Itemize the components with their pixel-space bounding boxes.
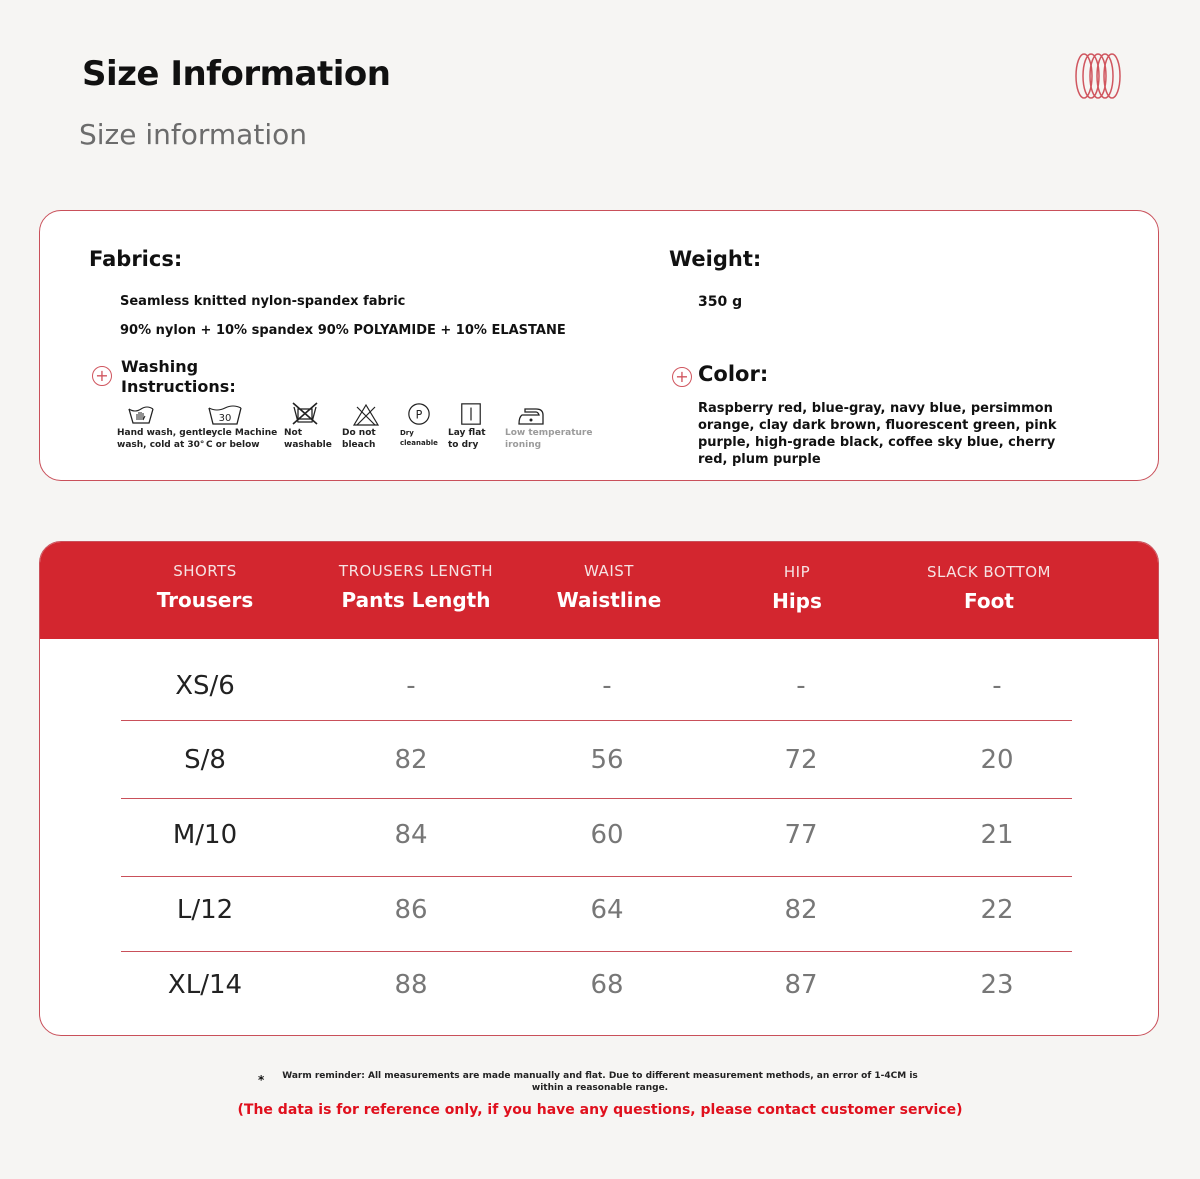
row-divider: [121, 798, 1072, 799]
page-title: Size Information: [82, 54, 391, 94]
wash-caption-machine: cycle Machine C or below: [206, 428, 278, 450]
column-head-length: TROUSERS LENGTH Pants Length: [338, 562, 494, 612]
warm-reminder: Warm reminder: All measurements are made manually and flat. Due to different measurement methods, an error of 1-4CM is within a reasonable range.: [282, 1071, 918, 1093]
plus-circle-icon: +: [92, 366, 112, 386]
svg-text:30: 30: [218, 413, 232, 424]
washing-label: [121, 357, 236, 397]
low-temp-iron-icon: [516, 403, 546, 427]
do-not-bleach-icon: [351, 403, 381, 427]
row-divider: [121, 951, 1072, 952]
ring-coil-icon: [1072, 50, 1124, 102]
reminder-star: *: [258, 1073, 265, 1087]
washing-label-line-2: Instructions:: [121, 377, 236, 396]
table-row: XL/14 88 68 87 23: [167, 970, 1014, 1000]
size-table: [39, 541, 1159, 1036]
not-washable-icon: [290, 401, 320, 425]
page-subtitle: Size information: [79, 118, 307, 151]
weight-value: 350 g: [698, 294, 743, 310]
weight-label: Weight:: [669, 247, 762, 271]
plus-circle-icon: +: [672, 367, 692, 387]
fabrics-line-1: Seamless knitted nylon-spandex fabric: [120, 294, 406, 309]
table-row: S/8 82 56 72 20: [184, 745, 1014, 775]
row-divider: [121, 720, 1072, 721]
washing-label-line-1: Washing: [121, 357, 199, 376]
table-row: L/12 86 64 82 22: [176, 895, 1014, 925]
color-list: Raspberry red, blue-gray, navy blue, persimmon orange, clay dark brown, fluorescent green, pink purple, high-grade black, coffee sky blue, cherry red, plum purple: [698, 401, 1057, 467]
fabrics-label: Fabrics:: [89, 247, 183, 271]
wash-caption-bleach: Do not bleach: [342, 428, 376, 450]
column-head-waist: WAIST Waistline: [556, 562, 662, 612]
lay-flat-dry-icon: [456, 402, 486, 426]
column-head-shorts: SHORTS Trousers: [156, 562, 254, 612]
wash-caption-lay-flat: Lay flat to dry: [448, 428, 486, 450]
column-head-hip: HIP Hips: [772, 563, 822, 613]
table-row: M/10 84 60 77 21: [172, 820, 1014, 850]
size-table-header: [40, 542, 1158, 639]
wash-caption-hand: Hand wash, gentle wash, cold at 30°: [117, 428, 212, 450]
hand-wash-icon: [126, 403, 156, 427]
product-info-card: [39, 210, 1159, 481]
table-row: XS/6 - - - -: [175, 671, 1002, 701]
color-label: Color:: [698, 362, 769, 386]
machine-wash-30-icon: [206, 403, 244, 427]
dry-clean-icon: [404, 402, 434, 426]
wash-caption-dry-clean: Dry cleanable: [400, 429, 438, 447]
wash-caption-iron: Low temperature ironing: [505, 428, 593, 450]
row-divider: [121, 876, 1072, 877]
reference-note: (The data is for reference only, if you have any questions, please contact customer service): [237, 1102, 963, 1118]
wash-caption-not-washable: Not washable: [284, 428, 332, 450]
svg-text:P: P: [415, 408, 423, 422]
column-head-foot: SLACK BOTTOM Foot: [927, 563, 1051, 613]
fabrics-line-2: 90% nylon + 10% spandex 90% POLYAMIDE + 10% ELASTANE: [120, 323, 566, 338]
